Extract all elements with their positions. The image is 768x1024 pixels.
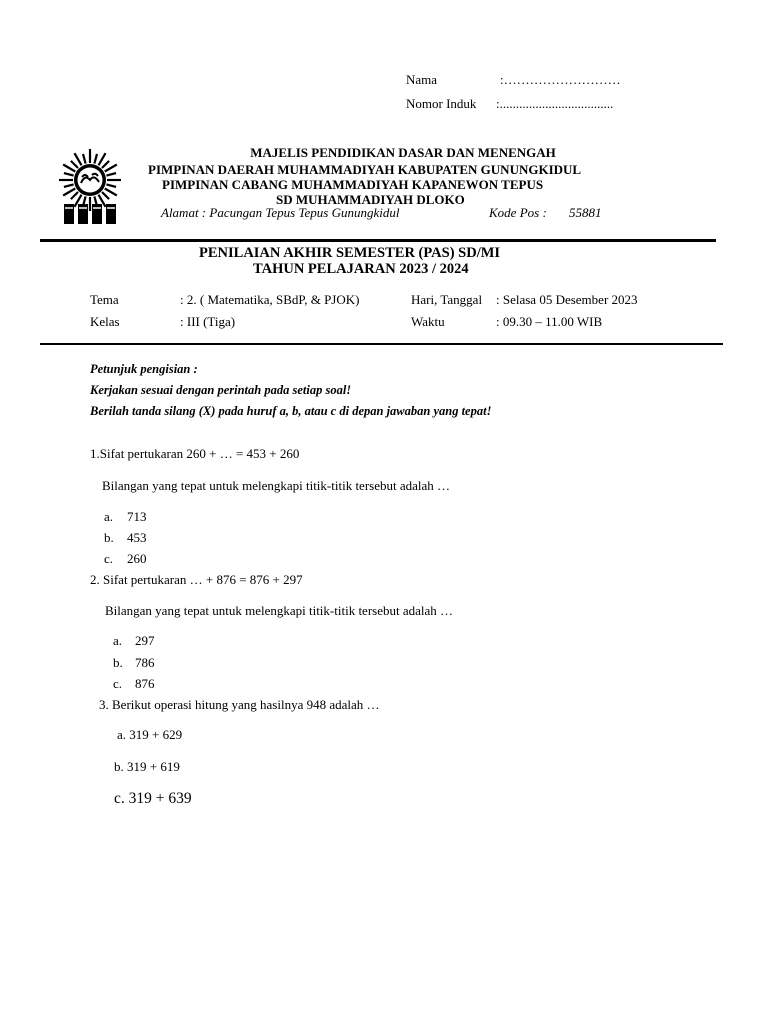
header-council: MAJELIS PENDIDIKAN DASAR DAN MENENGAH: [250, 145, 556, 160]
question-1-option-a[interactable]: 713: [127, 509, 147, 524]
exam-year: TAHUN PELAJARAN 2023 / 2024: [253, 261, 469, 277]
question-1-sub: Bilangan yang tepat untuk melengkapi titik-titik tersebut adalah …: [102, 478, 451, 493]
question-1-option-b[interactable]: 453: [127, 530, 147, 545]
student-id-label: Nomor Induk: [406, 96, 477, 111]
header-postcode-label: Kode Pos :: [489, 205, 547, 220]
student-id-field[interactable]: :...................................: [496, 96, 614, 111]
tema-value: : 2. ( Matematika, SBdP, & PJOK): [180, 292, 360, 307]
question-2-sub: Bilangan yang tepat untuk melengkapi titik-titik tersebut adalah …: [105, 603, 454, 618]
question-2-option-a[interactable]: 297: [135, 633, 155, 648]
name-label: Nama: [406, 72, 438, 87]
question-1-option-b-letter[interactable]: b.: [104, 530, 114, 545]
question-2-option-b[interactable]: 786: [135, 655, 155, 670]
header-school: SD MUHAMMADIYAH DLOKO: [276, 192, 465, 207]
question-1-option-a-letter[interactable]: a.: [104, 509, 114, 524]
header-address: Alamat : Pacungan Tepus Tepus Gunungkidul: [161, 205, 400, 220]
kelas-value: : III (Tiga): [180, 314, 236, 329]
question-1-option-c-letter[interactable]: c.: [104, 551, 114, 566]
question-1-stem: 1.Sifat pertukaran 260 + … = 453 + 260: [90, 446, 300, 461]
question-3-option-b[interactable]: b. 319 + 619: [114, 759, 180, 774]
question-2-option-c-letter[interactable]: c.: [113, 676, 123, 691]
question-2-option-c[interactable]: 876: [135, 676, 155, 691]
header-regional: PIMPINAN DAERAH MUHAMMADIYAH KABUPATEN GUNUNGKIDUL: [148, 162, 582, 177]
exam-title: PENILAIAN AKHIR SEMESTER (PAS) SD/MI: [199, 245, 501, 261]
instructions-line-1: Kerjakan sesuai dengan perintah pada setiap soal!: [90, 383, 352, 397]
question-2-option-a-letter[interactable]: a.: [113, 633, 123, 648]
waktu-value: : 09.30 – 11.00 WIB: [496, 314, 603, 329]
instructions-line-2: Berilah tanda silang (X) pada huruf a, b, atau c di depan jawaban yang tepat!: [90, 404, 492, 418]
question-2-stem: 2. Sifat pertukaran … + 876 = 876 + 297: [90, 572, 303, 587]
header-divider: [40, 239, 716, 242]
hari-label: Hari, Tanggal: [411, 292, 483, 307]
question-3-stem: 3. Berikut operasi hitung yang hasilnya 948 adalah …: [99, 697, 380, 712]
tema-label: Tema: [90, 292, 119, 307]
question-1-option-c[interactable]: 260: [127, 551, 147, 566]
header-branch: PIMPINAN CABANG MUHAMMADIYAH KAPANEWON TEPUS: [162, 177, 544, 192]
question-3-option-c[interactable]: c. 319 + 639: [114, 790, 192, 807]
question-2-option-b-letter[interactable]: b.: [113, 655, 123, 670]
header-postcode: 55881: [569, 205, 602, 220]
name-field[interactable]: :………………………: [500, 72, 621, 87]
instructions-heading: Petunjuk pengisian :: [90, 362, 198, 376]
question-3-option-a[interactable]: a. 319 + 629: [117, 727, 183, 742]
waktu-label: Waktu: [411, 314, 445, 329]
hari-value: : Selasa 05 Desember 2023: [496, 292, 638, 307]
info-divider: [40, 343, 723, 345]
kelas-label: Kelas: [90, 314, 120, 329]
